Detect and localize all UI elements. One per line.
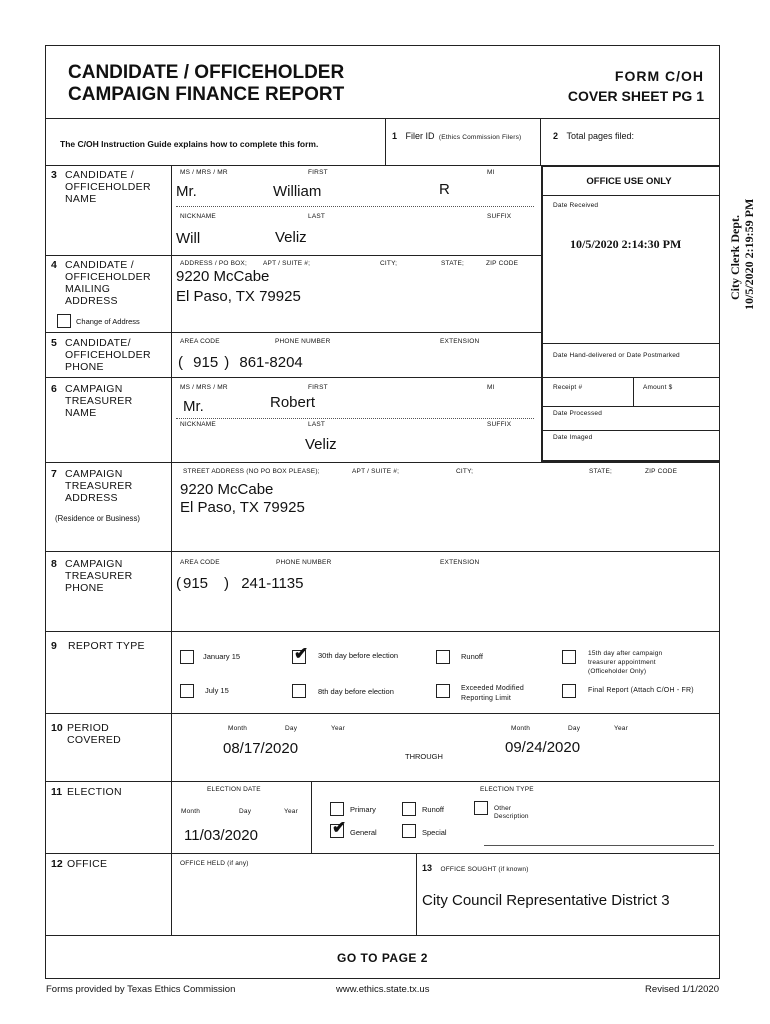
s4-city-header: CITY;: [380, 260, 398, 267]
s12-label: OFFICE: [67, 858, 108, 870]
final-report-label: Final Report (Attach C/OH - FR): [588, 687, 694, 694]
primary-label: Primary: [350, 805, 376, 814]
s7-state-header: STATE;: [589, 468, 612, 475]
form-title-line1: CANDIDATE / OFFICEHOLDER: [68, 62, 345, 83]
s11-day-header: Day: [239, 808, 252, 815]
filer-id-field[interactable]: [392, 140, 532, 160]
s11-number: 11: [51, 786, 63, 798]
amount-label: Amount $: [643, 384, 673, 391]
change-of-address-label: Change of Address: [76, 317, 140, 326]
s7-apt-header: APT / SUITE #;: [352, 468, 400, 475]
s4-zip-header: ZIP CODE: [486, 260, 519, 267]
s10-to-month-header: Month: [511, 725, 531, 732]
s4-state-header: STATE;: [441, 260, 464, 267]
s5-phone-header: PHONE NUMBER: [275, 338, 331, 345]
exceeded-checkbox[interactable]: [436, 684, 450, 698]
s7-address-line1[interactable]: 9220 McCabe: [180, 481, 274, 498]
s11-election-date[interactable]: 11/03/2020: [184, 827, 258, 844]
s6-title-header: MS / MRS / MR: [180, 384, 228, 391]
runoff-checkbox[interactable]: [436, 650, 450, 664]
other-description-line: [484, 845, 714, 846]
date-hand-delivered-label: Date Hand-delivered or Date Postmarked: [553, 352, 680, 359]
s10-through-label: THROUGH: [405, 752, 443, 761]
general-label: General: [350, 828, 377, 837]
s4-address-line1[interactable]: 9220 McCabe: [176, 268, 270, 285]
form-id: [500, 66, 704, 106]
s8-number: 8: [51, 558, 57, 570]
s5-label: CANDIDATE/ OFFICEHOLDER PHONE: [65, 337, 151, 373]
final-report-checkbox[interactable]: [562, 684, 576, 698]
form-id-line2: COVER SHEET PG 1: [567, 88, 704, 104]
total-pages-label: 2 Total pages filed:: [553, 131, 635, 141]
s10-from-year-header: Year: [331, 725, 345, 732]
city-clerk-stamp-line1: City Clerk Dept.: [728, 215, 742, 300]
s8-area-header: AREA CODE: [180, 559, 220, 566]
s5-ext-header: EXTENSION: [440, 338, 480, 345]
change-of-address-checkbox[interactable]: [57, 314, 71, 328]
s3-title-header: MS / MRS / MR: [180, 169, 228, 176]
checkmark-icon: ✔: [294, 644, 309, 663]
jul15-checkbox[interactable]: [180, 684, 194, 698]
total-pages-field[interactable]: [553, 140, 713, 160]
s7-street-header: STREET ADDRESS (NO PO BOX PLEASE);: [183, 468, 320, 475]
s3-nickname-header: NICKNAME: [180, 213, 216, 220]
s7-label: CAMPAIGN TREASURER ADDRESS: [65, 468, 133, 504]
s9-label: REPORT TYPE: [68, 640, 145, 652]
s11-date-header: ELECTION DATE: [207, 786, 261, 793]
s4-number: 4: [51, 259, 57, 271]
s3-mi-header: MI: [487, 169, 495, 176]
s4-address-line2[interactable]: El Paso, TX 79925: [176, 288, 301, 305]
s8-label: CAMPAIGN TREASURER PHONE: [65, 558, 133, 594]
s10-to-year-header: Year: [614, 725, 628, 732]
s3-first-header: FIRST: [308, 169, 328, 176]
primary-checkbox[interactable]: [330, 802, 344, 816]
date-received-label: Date Received: [553, 202, 599, 209]
s4-address-header: ADDRESS / PO BOX;: [180, 260, 247, 267]
s8-ext-header: EXTENSION: [440, 559, 480, 566]
s5-phone-value[interactable]: ( 915 ) 861-8204: [178, 354, 303, 371]
s7-address-line2[interactable]: El Paso, TX 79925: [180, 499, 305, 516]
city-clerk-stamp-line2: 10/5/2020 2:19:59 PM: [742, 198, 756, 310]
s6-number: 6: [51, 383, 57, 395]
checkmark-icon: ✔: [332, 818, 347, 837]
s10-from-month-header: Month: [228, 725, 248, 732]
jan15-checkbox[interactable]: [180, 650, 194, 664]
jul15-label: July 15: [205, 686, 229, 695]
s3-title-value[interactable]: Mr.: [176, 183, 197, 200]
s6-mi-header: MI: [487, 384, 495, 391]
s11-type-header: ELECTION TYPE: [480, 786, 534, 793]
s6-last-value[interactable]: Veliz: [305, 436, 337, 453]
receipt-label: Receipt #: [553, 384, 583, 391]
s4-apt-header: APT / SUITE #;: [263, 260, 311, 267]
s4-label: CANDIDATE / OFFICEHOLDER MAILING ADDRESS: [65, 259, 151, 307]
s11-runoff-checkbox[interactable]: [402, 802, 416, 816]
s8-phone-header: PHONE NUMBER: [276, 559, 332, 566]
s3-nickname-value[interactable]: Will: [176, 230, 201, 247]
date-imaged-label: Date Imaged: [553, 434, 593, 441]
day15-label: 15th day after campaign treasurer appointment (Officeholder Only): [588, 650, 663, 675]
day30-label: 30th day before election: [318, 651, 399, 660]
special-checkbox[interactable]: [402, 824, 416, 838]
jan15-label: January 15: [203, 652, 241, 661]
runoff-label: Runoff: [461, 652, 483, 661]
s10-label: PERIOD COVERED: [67, 722, 122, 746]
day8-label: 8th day before election: [318, 687, 394, 696]
s3-suffix-header: SUFFIX: [487, 213, 512, 220]
s6-last-header: LAST: [308, 421, 326, 428]
form-title-line2: CAMPAIGN FINANCE REPORT: [68, 84, 345, 105]
s10-from-date[interactable]: 08/17/2020: [223, 740, 299, 757]
s12-number: 12: [51, 858, 63, 870]
s10-to-day-header: Day: [568, 725, 581, 732]
general-checkbox[interactable]: [330, 818, 347, 838]
s3-last-header: LAST: [308, 213, 326, 220]
s10-to-date[interactable]: 09/24/2020: [505, 739, 581, 756]
s9-number: 9: [51, 640, 57, 652]
s10-number: 10: [51, 722, 63, 734]
day8-checkbox[interactable]: [292, 684, 306, 698]
s6-nickname-header: NICKNAME: [180, 421, 216, 428]
s5-number: 5: [51, 337, 57, 349]
office-use-box: [541, 165, 719, 462]
date-processed-label: Date Processed: [553, 410, 603, 417]
s7-sub-label: (Residence or Business): [55, 514, 140, 523]
other-checkbox[interactable]: [474, 801, 488, 815]
s3-label: CANDIDATE / OFFICEHOLDER NAME: [65, 169, 151, 205]
s12-held-header: OFFICE HELD (if any): [180, 860, 249, 867]
filer-id-label: 1 Filer ID (Ethics Commission Filers): [392, 131, 522, 141]
footer-left: Forms provided by Texas Ethics Commission: [46, 984, 236, 995]
s6-first-value[interactable]: Robert: [270, 394, 316, 411]
footer-right: Revised 1/1/2020: [645, 984, 719, 995]
footer-center[interactable]: www.ethics.state.tx.us: [336, 984, 430, 995]
day15-checkbox[interactable]: [562, 650, 576, 664]
s8-phone-value[interactable]: ( 915 ) 241-1135: [176, 575, 304, 592]
s3-last-value[interactable]: Veliz: [275, 229, 307, 246]
special-label: Special: [422, 828, 447, 837]
s11-year-header: Year: [284, 808, 298, 815]
s6-title-value[interactable]: Mr.: [183, 398, 204, 415]
s13-header: 13 OFFICE SOUGHT (if known): [422, 863, 529, 873]
s3-number: 3: [51, 169, 57, 181]
s3-mi-value[interactable]: R: [439, 181, 450, 198]
s13-office-sought[interactable]: City Council Representative District 3: [422, 892, 670, 909]
exceeded-label: Exceeded Modified Reporting Limit: [461, 685, 524, 702]
s3-first-value[interactable]: William: [273, 183, 322, 200]
form-id-line1: FORM C/OH: [614, 68, 704, 84]
s6-suffix-header: SUFFIX: [487, 421, 512, 428]
instruction-text: The C/OH Instruction Guide explains how to complete this form.: [60, 139, 319, 149]
s11-runoff-label: Runoff: [422, 805, 444, 814]
s11-month-header: Month: [181, 808, 201, 815]
day30-checkbox[interactable]: [292, 644, 309, 664]
other-label: Other Description: [494, 805, 529, 820]
office-use-title: OFFICE USE ONLY: [586, 176, 672, 187]
s6-label: CAMPAIGN TREASURER NAME: [65, 383, 133, 419]
s5-area-header: AREA CODE: [180, 338, 220, 345]
s7-number: 7: [51, 468, 57, 480]
s7-zip-header: ZIP CODE: [645, 468, 678, 475]
go-to-page-2: GO TO PAGE 2: [337, 951, 428, 965]
s7-city-header: CITY;: [456, 468, 474, 475]
s10-from-day-header: Day: [285, 725, 298, 732]
s11-label: ELECTION: [67, 786, 122, 798]
form-title: [68, 62, 344, 106]
date-received-stamp: 10/5/2020 2:14:30 PM: [570, 237, 682, 251]
s6-first-header: FIRST: [308, 384, 328, 391]
